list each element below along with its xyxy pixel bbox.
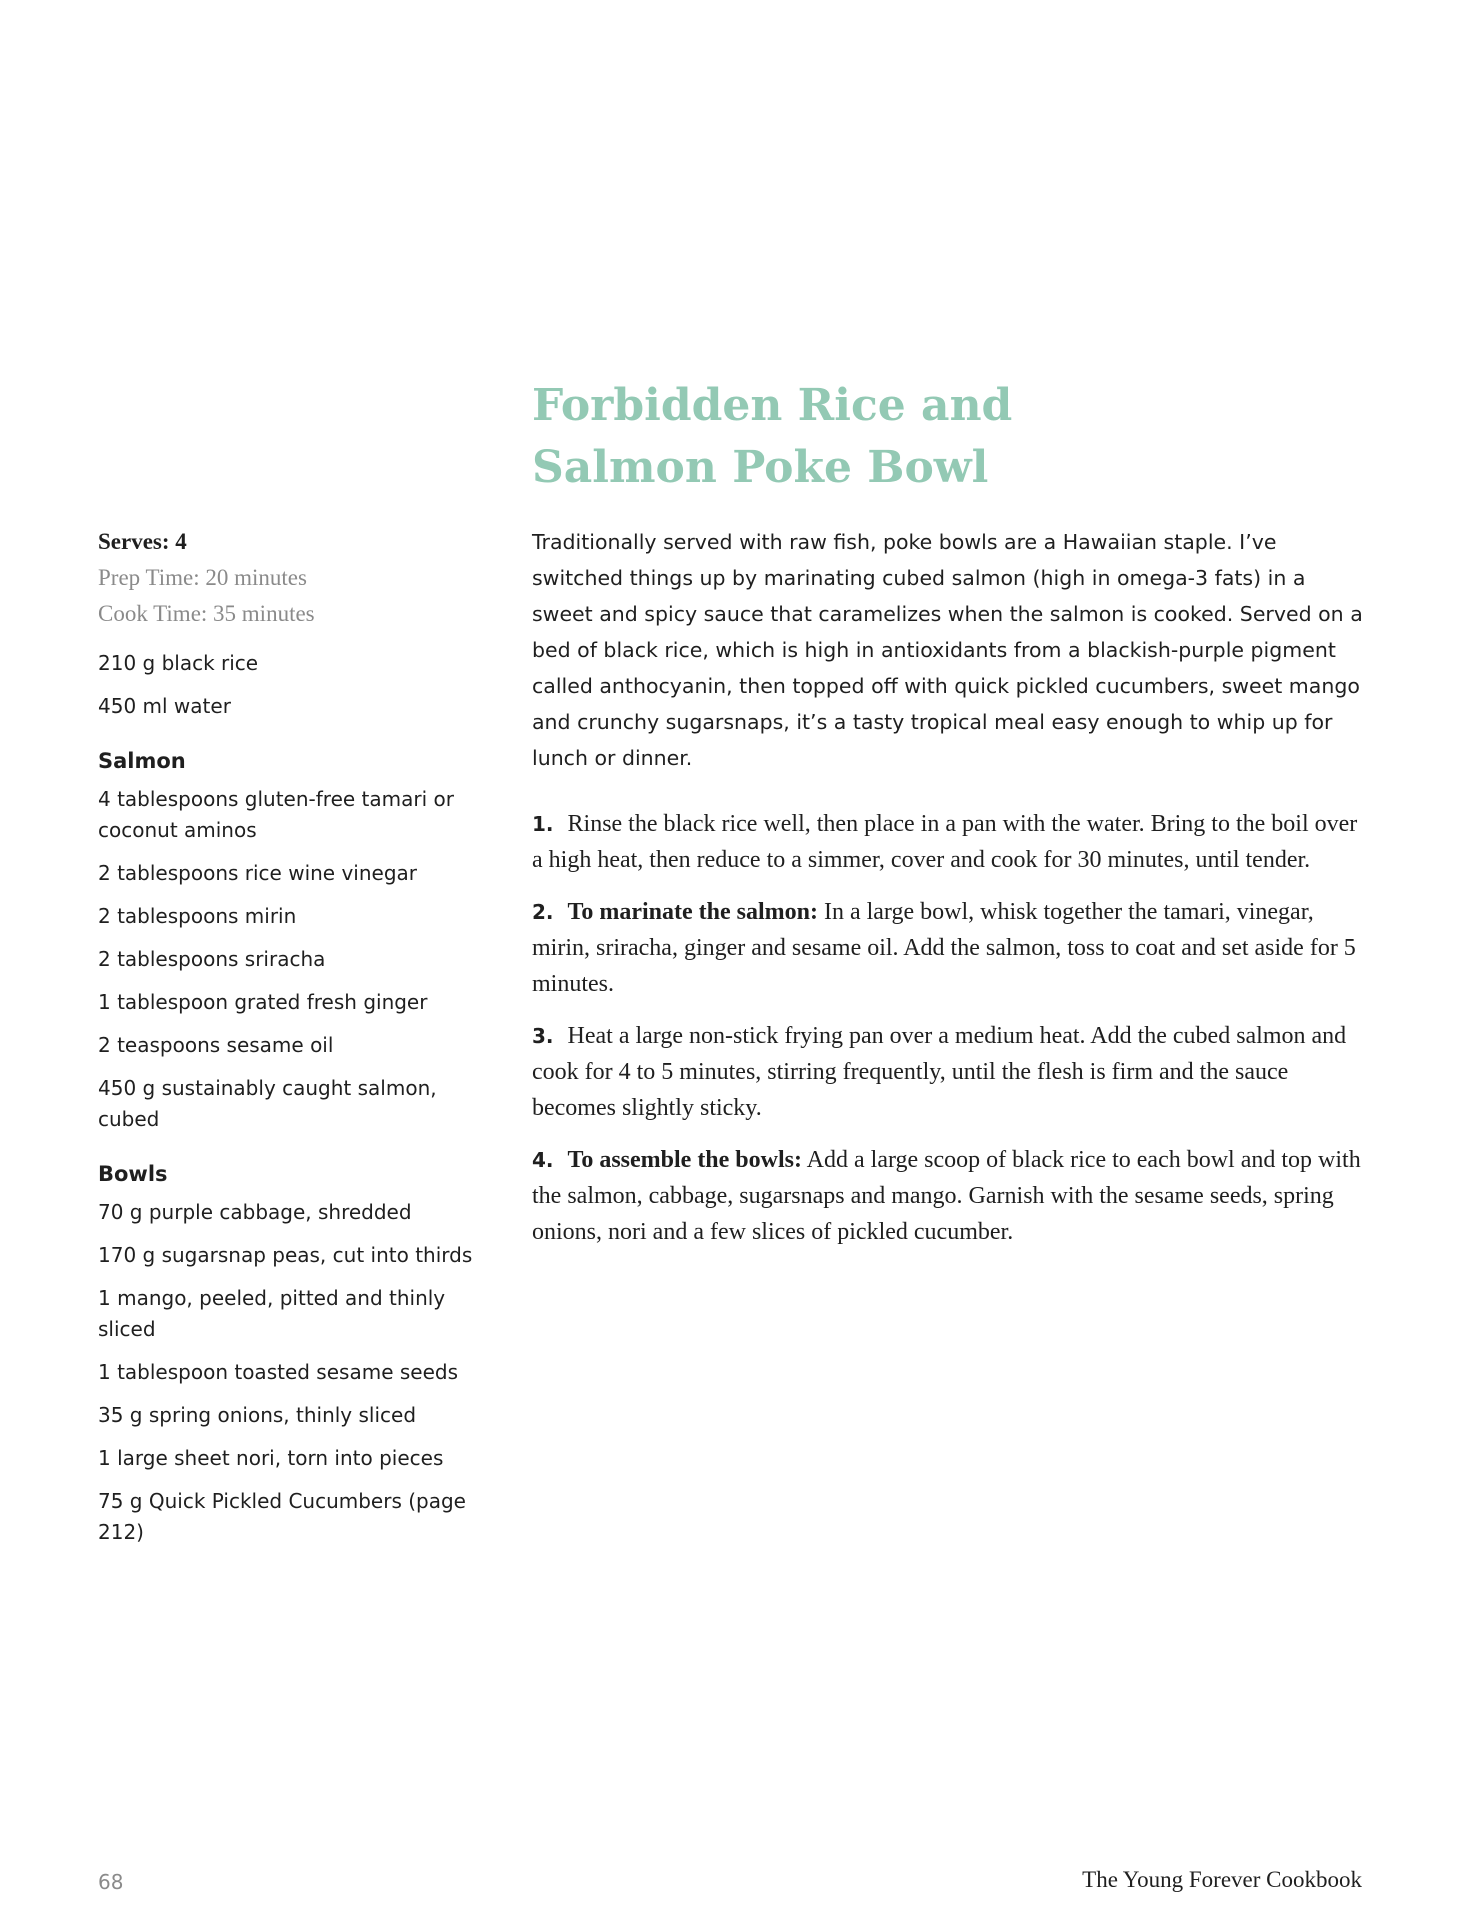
ingredient-item: 2 tablespoons sriracha	[98, 947, 326, 971]
ingredients-sidebar	[98, 524, 478, 1560]
ingredient-item: 1 tablespoon grated fresh ginger	[98, 990, 428, 1014]
step-number: 4.	[532, 1148, 554, 1172]
method-steps	[532, 806, 1372, 1250]
prep-time: Prep Time: 20 minutes	[98, 565, 307, 590]
ingredient-item: 210 g black rice	[98, 651, 259, 675]
step-text: Heat a large non-stick frying pan over a medium heat. Add the cubed salmon and cook for 4 to 5 minutes, stirring frequently, until the flesh is firm and the sauce becomes slightly sticky.	[532, 1023, 1347, 1121]
ingredient-item: 75 g Quick Pickled Cucumbers (page 212)	[98, 1489, 466, 1544]
recipe-title-line-1: Forbidden Rice and	[532, 380, 1013, 431]
method-step	[532, 894, 1372, 1002]
ingredient-item: 1 large sheet nori, torn into pieces	[98, 1446, 444, 1470]
step-number: 2.	[532, 900, 554, 924]
ingredient-item: 450 g sustainably caught salmon, cubed	[98, 1076, 437, 1131]
ingredient-item: 1 tablespoon toasted sesame seeds	[98, 1360, 458, 1384]
method-step	[532, 1142, 1372, 1250]
recipe-intro: Traditionally served with raw fish, poke bowls are a Hawaiian staple. I’ve switched things up by marinating cubed salmon (high in omega-3 fats) in a sweet and spicy sauce that caramelizes when the salmon is cooked. Served on a bed of black rice, which is high in antioxidants from a blackish-purple pigment called anthocyanin, then topped off with quick pickled cucumbers, sweet mango and crunchy sugarsnaps, it’s a tasty tropical meal easy enough to whip up for lunch or dinner.	[532, 530, 1363, 770]
step-number: 3.	[532, 1024, 554, 1048]
ingredient-item: 170 g sugarsnap peas, cut into thirds	[98, 1243, 473, 1267]
ingredient-item: 2 tablespoons rice wine vinegar	[98, 861, 418, 885]
page-number: 68	[98, 1870, 124, 1894]
recipe-body	[532, 524, 1372, 1266]
recipe-title	[532, 375, 1382, 499]
recipe-title-line-2: Salmon Poke Bowl	[532, 442, 989, 493]
ingredient-item: 2 tablespoons mirin	[98, 904, 297, 928]
step-text: Add a large scoop of black rice to each bowl and top with the salmon, cabbage, sugarsnaps and mango. Garnish with the sesame seeds, spring onions, nori and a few slices of pickled cucumber.	[532, 1147, 1361, 1245]
book-title: The Young Forever Cookbook	[1082, 1867, 1362, 1892]
ingredient-item: 2 teaspoons sesame oil	[98, 1033, 334, 1057]
salmon-heading: Salmon	[98, 749, 186, 773]
bowls-heading: Bowls	[98, 1162, 168, 1186]
base-ingredient-list	[98, 648, 478, 722]
step-text: Rinse the black rice well, then place in a pan with the water. Bring to the boil over a high heat, then reduce to a simmer, cover and cook for 30 minutes, until tender.	[532, 811, 1358, 873]
step-text: In a large bowl, whisk together the tamari, vinegar, mirin, sriracha, ginger and sesame oil. Add the salmon, toss to coat and set aside for 5 minutes.	[532, 899, 1356, 997]
ingredient-item: 450 ml water	[98, 694, 231, 718]
step-lead: To marinate the salmon:	[567, 899, 818, 925]
serves: Serves: 4	[98, 529, 187, 554]
ingredient-item: 1 mango, peeled, pitted and thinly sliced	[98, 1286, 446, 1341]
step-lead: To assemble the bowls:	[567, 1147, 802, 1173]
salmon-ingredient-list	[98, 784, 478, 1135]
recipe-meta	[98, 524, 478, 632]
cook-time: Cook Time: 35 minutes	[98, 601, 315, 626]
ingredient-item: 4 tablespoons gluten-free tamari or coconut aminos	[98, 787, 454, 842]
method-step	[532, 806, 1372, 878]
ingredient-item: 70 g purple cabbage, shredded	[98, 1200, 412, 1224]
ingredient-item: 35 g spring onions, thinly sliced	[98, 1403, 417, 1427]
bowls-ingredient-list	[98, 1197, 478, 1548]
step-number: 1.	[532, 812, 554, 836]
method-step	[532, 1018, 1372, 1126]
